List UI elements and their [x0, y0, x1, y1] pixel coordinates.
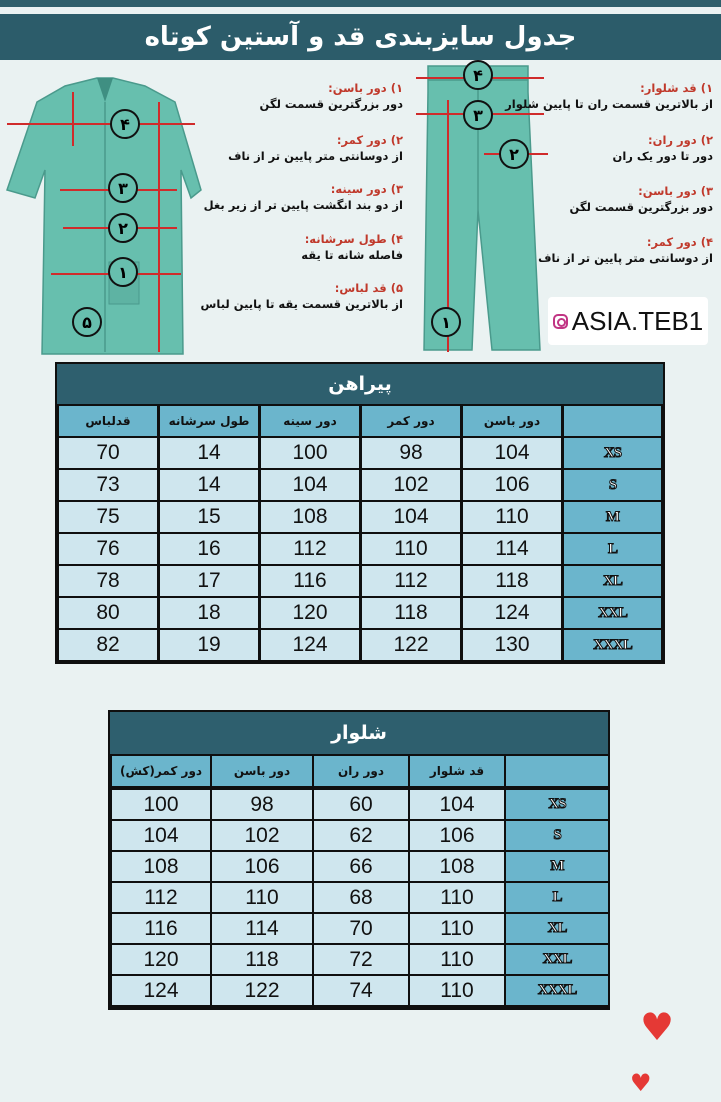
shirt-marker-2 [109, 214, 137, 242]
shirt_table-cell: 100 [261, 438, 359, 468]
instagram-icon [553, 314, 568, 329]
pants_table-cell: 120 [112, 945, 210, 974]
shirt_table-size-label [564, 470, 661, 500]
shirt_table-cell: 17 [160, 566, 258, 596]
pants_table-cell: 106 [212, 852, 312, 881]
pants_table-header-1: دور ران [314, 756, 408, 786]
svg-text:۱: ۱ [441, 313, 451, 332]
pants-note-thigh: ۲) دور ران: دور تا دور یک ران [612, 133, 713, 163]
pants_table-cell: 122 [212, 976, 312, 1005]
size-name: L [552, 889, 562, 905]
pants_table-cell: 112 [112, 883, 210, 912]
svg-text:۳: ۳ [473, 106, 483, 125]
svg-text:۴: ۴ [473, 66, 483, 85]
shirt_table-cell: 70 [59, 438, 157, 468]
shirt-note-hip: ۱) دور باسن: دور بزرگترین قسمت لگن [259, 81, 403, 111]
shirt_table-cell: 106 [463, 470, 561, 500]
pants_table-size-label [506, 883, 608, 912]
svg-text:۵: ۵ [82, 313, 92, 332]
shirt-marker-5 [73, 308, 101, 336]
shirt_table-cell: 73 [59, 470, 157, 500]
shirt_table-cell: 16 [160, 534, 258, 564]
shirt_table-cell: 104 [362, 502, 460, 532]
shirt-note-length: ۵) قد لباس: از بالاترین قسمت یقه تا پایین لباس [200, 281, 403, 311]
shirt_table-cell: 118 [463, 566, 561, 596]
pants_table-cell: 118 [212, 945, 312, 974]
shirt_table-size-label [564, 566, 661, 596]
shirt_table-cell: 104 [261, 470, 359, 500]
size-name: XL [603, 572, 622, 589]
pants_table-cell: 60 [314, 790, 408, 819]
pants_table-header-size [506, 756, 608, 786]
shirt_table-cell: 98 [362, 438, 460, 468]
shirt_table-header-size [564, 406, 661, 436]
shirt-note-shoulder: ۴) طول سرشانه: فاصله شانه تا یقه [301, 232, 403, 262]
pants-table-title: شلوار [110, 712, 608, 754]
instagram-badge[interactable] [548, 297, 708, 345]
pants_table-cell: 110 [212, 883, 312, 912]
shirt_table-cell: 120 [261, 598, 359, 628]
title-band [0, 14, 721, 60]
shirt_table-size-label [564, 534, 661, 564]
top-bar [0, 0, 721, 7]
shirt_table-size-label [564, 598, 661, 628]
shirt_table-header-2: دور سینه [261, 406, 359, 436]
shirt_table-cell: 18 [160, 598, 258, 628]
svg-text:۴: ۴ [120, 115, 130, 134]
pants_table-cell: 110 [410, 883, 504, 912]
shirt_table-cell: 14 [160, 438, 258, 468]
pants_table-size-label [506, 852, 608, 881]
size-name: XXXL [593, 636, 632, 653]
shirt_table-cell: 112 [261, 534, 359, 564]
pants_table-cell: 110 [410, 914, 504, 943]
pants_table-cell: 114 [212, 914, 312, 943]
shirt_table-cell: 104 [463, 438, 561, 468]
pants_table-cell: 74 [314, 976, 408, 1005]
heart-icon[interactable]: ♥ [640, 1005, 675, 1049]
shirt-illustration [5, 72, 205, 357]
shirt-size-table [55, 362, 665, 664]
svg-text:۲: ۲ [118, 219, 128, 238]
shirt_table-cell: 130 [463, 630, 561, 660]
size-name: S [608, 476, 617, 493]
shirt_table-cell: 14 [160, 470, 258, 500]
pants_table-cell: 62 [314, 821, 408, 850]
pants_table-cell: 108 [112, 852, 210, 881]
pants_table-cell: 70 [314, 914, 408, 943]
shirt_table-size-label [564, 630, 661, 660]
shirt_table-header-0: دور باسن [463, 406, 561, 436]
pants-note-hip: ۳) دور باسن: دور بزرگترین قسمت لگن [569, 184, 713, 214]
shirt_table-cell: 102 [362, 470, 460, 500]
size-name: XXL [542, 951, 572, 967]
shirt_table-header-3: طول سرشانه [160, 406, 258, 436]
shirt_table-header-1: دور کمر [362, 406, 460, 436]
pants_table-cell: 104 [410, 790, 504, 819]
pants_table-cell: 124 [112, 976, 210, 1005]
pants_table-header-0: قد شلوار [410, 756, 504, 786]
shirt_table-cell: 116 [261, 566, 359, 596]
shirt_table-cell: 75 [59, 502, 157, 532]
shirt_table-size-label [564, 502, 661, 532]
shirt_table-cell: 124 [261, 630, 359, 660]
pants_table-size-label [506, 945, 608, 974]
size-name: M [550, 858, 564, 874]
shirt_table-cell: 118 [362, 598, 460, 628]
size-name: XS [603, 444, 622, 461]
pants_table-cell: 66 [314, 852, 408, 881]
shirt-marker-3 [109, 174, 137, 202]
pants-marker-2 [500, 140, 528, 168]
pants_table-header-3: دور کمر(کش) [112, 756, 210, 786]
shirt-marker-4 [111, 110, 139, 138]
pants_table-size-label [506, 790, 608, 819]
pants-marker-1 [432, 308, 460, 336]
heart-icon-2: ♥ [630, 1069, 652, 1097]
pants_table-size-label [506, 976, 608, 1005]
size-name: M [605, 508, 620, 525]
svg-text:۳: ۳ [118, 179, 128, 198]
pants_table-cell: 108 [410, 852, 504, 881]
pants_table-header-2: دور باسن [212, 756, 312, 786]
pants-size-table [108, 710, 610, 1010]
shirt_table-cell: 114 [463, 534, 561, 564]
shirt_table-cell: 108 [261, 502, 359, 532]
shirt-note-waist: ۲) دور کمر: از دوسانتی متر پایین تر از ناف [228, 133, 403, 163]
pants-note-waist: ۴) دور کمر: از دوسانتی متر پایین تر از ناف [538, 235, 713, 265]
pants_table-size-label [506, 914, 608, 943]
pants_table-cell: 100 [112, 790, 210, 819]
svg-text:۱: ۱ [118, 263, 128, 282]
pants_table-cell: 102 [212, 821, 312, 850]
pants_table-cell: 116 [112, 914, 210, 943]
size-name: XS [548, 796, 566, 812]
shirt_table-cell: 80 [59, 598, 157, 628]
shirt_table-cell: 124 [463, 598, 561, 628]
shirt-table-title: پیراهن [57, 364, 663, 404]
shirt_table-cell: 15 [160, 502, 258, 532]
shirt-marker-1 [109, 258, 137, 286]
shirt_table-cell: 82 [59, 630, 157, 660]
pants_table-cell: 98 [212, 790, 312, 819]
pants-marker-4 [464, 61, 492, 89]
size-name: XXL [598, 604, 627, 621]
size-name: XL [547, 920, 567, 936]
pants_table-cell: 68 [314, 883, 408, 912]
shirt_table-cell: 122 [362, 630, 460, 660]
pants-marker-3 [464, 101, 492, 129]
shirt_table-cell: 112 [362, 566, 460, 596]
pants_table-cell: 110 [410, 945, 504, 974]
shirt_table-cell: 110 [362, 534, 460, 564]
pants_table-cell: 106 [410, 821, 504, 850]
shirt_table-cell: 110 [463, 502, 561, 532]
shirt_table-size-label [564, 438, 661, 468]
shirt_table-cell: 19 [160, 630, 258, 660]
pants_table-cell: 104 [112, 821, 210, 850]
pants_table-size-label [506, 821, 608, 850]
shirt_table-cell: 78 [59, 566, 157, 596]
shirt_table-header-4: قدلباس [59, 406, 157, 436]
shirt-note-chest: ۳) دور سینه: از دو بند انگشت پایین تر از زیر بغل [203, 182, 403, 212]
shirt_table-cell: 76 [59, 534, 157, 564]
pants_table-cell: 72 [314, 945, 408, 974]
page-title: جدول سایزبندی قد و آستین کوتاه [144, 22, 577, 52]
instagram-handle: ASIA.TEB1 [571, 305, 704, 336]
pants-note-length: ۱) قد شلوار: از بالاترین قسمت ران تا پایین شلوار [505, 81, 713, 111]
size-name: S [553, 827, 561, 843]
size-name: L [607, 540, 617, 557]
pants_table-cell: 110 [410, 976, 504, 1005]
svg-text:۲: ۲ [509, 145, 519, 164]
size-name: XXXL [537, 982, 577, 998]
